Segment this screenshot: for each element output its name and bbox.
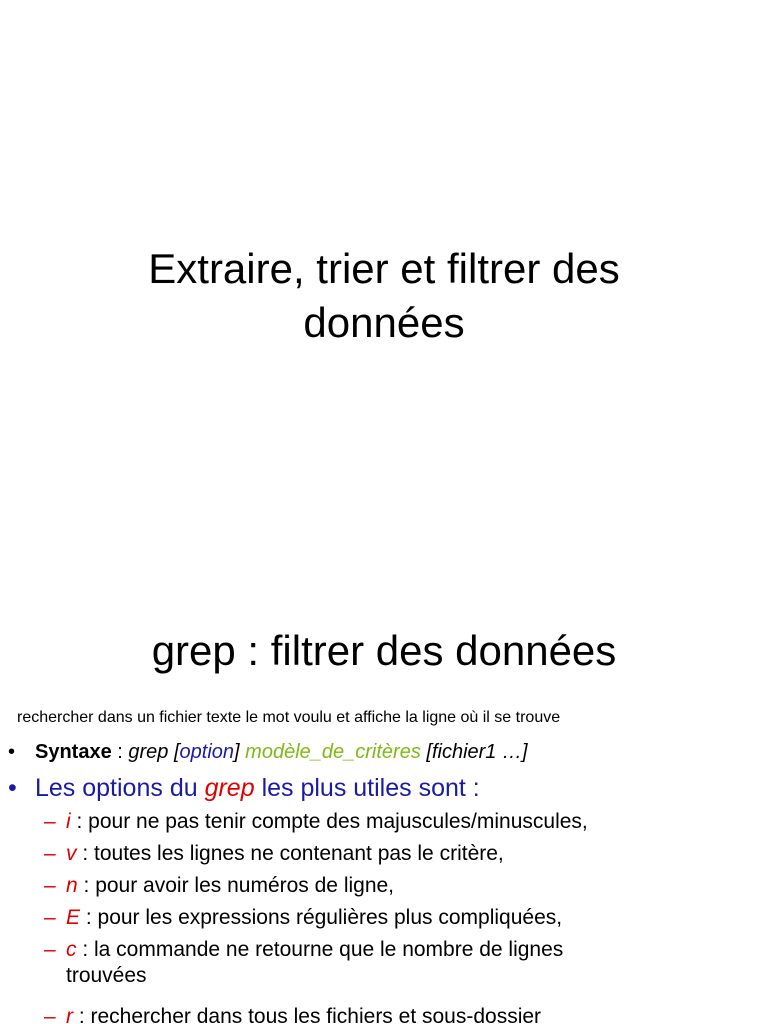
option-flag: r [66, 1005, 73, 1024]
syntax-bullet [8, 739, 528, 765]
syntax-files: [fichier1 …] [420, 741, 528, 763]
dash-marker: – [44, 842, 56, 865]
option-description-continuation: trouvées [66, 964, 147, 987]
option-flag: i [66, 810, 71, 833]
option-flag: E [66, 906, 81, 929]
syntax-command: grep [ [128, 741, 180, 763]
option-description: : pour les expressions régulières plus compliquées, [80, 906, 563, 929]
option-description: : pour ne pas tenir compte des majuscules/minuscules, [70, 810, 588, 833]
option-item-v [44, 841, 504, 867]
option-flag: c [66, 938, 77, 961]
bullet-marker: • [8, 741, 16, 763]
option-flag: n [66, 874, 78, 897]
slide-title-line-1: Extraire, trier et filtrer des [148, 245, 620, 292]
slide-heading: grep : filtrer des données [151, 627, 617, 674]
syntax-separator: : [111, 741, 129, 763]
syntax-option: option [179, 741, 235, 763]
options-bullet [8, 773, 480, 803]
option-item-i [44, 809, 588, 835]
option-item-c [44, 937, 563, 963]
options-heading-before: Les options du [35, 774, 205, 802]
bullet-marker: • [8, 774, 17, 802]
option-item-E [44, 905, 562, 931]
slide-grep [0, 576, 768, 1024]
option-description: : toutes les lignes ne contenant pas le critère, [76, 842, 504, 865]
option-description: : pour avoir les numéros de ligne, [77, 874, 395, 897]
slide-title [0, 242, 768, 350]
syntax-close-bracket: ] [234, 741, 246, 763]
option-item-n [44, 873, 394, 899]
options-heading-after: les plus utiles sont : [254, 774, 480, 802]
option-item-r [44, 1004, 541, 1024]
dash-marker: – [44, 938, 56, 961]
dash-marker: – [44, 810, 56, 833]
option-description: : la commande ne retourne que le nombre de lignes [76, 938, 564, 961]
dash-marker: – [44, 1005, 56, 1024]
syntax-model: modèle_de_critères [245, 741, 421, 763]
options-heading-grep: grep [204, 774, 255, 802]
slide-title-line-2: données [303, 299, 465, 346]
intro-text: rechercher dans un fichier texte le mot voulu et affiche la ligne où il se trouve [17, 709, 561, 726]
dash-marker: – [44, 874, 56, 897]
option-description: : rechercher dans tous les fichiers et sous-dossier [73, 1005, 542, 1024]
syntax-label: Syntaxe [35, 741, 112, 763]
option-flag: v [66, 842, 77, 865]
dash-marker: – [44, 906, 56, 929]
